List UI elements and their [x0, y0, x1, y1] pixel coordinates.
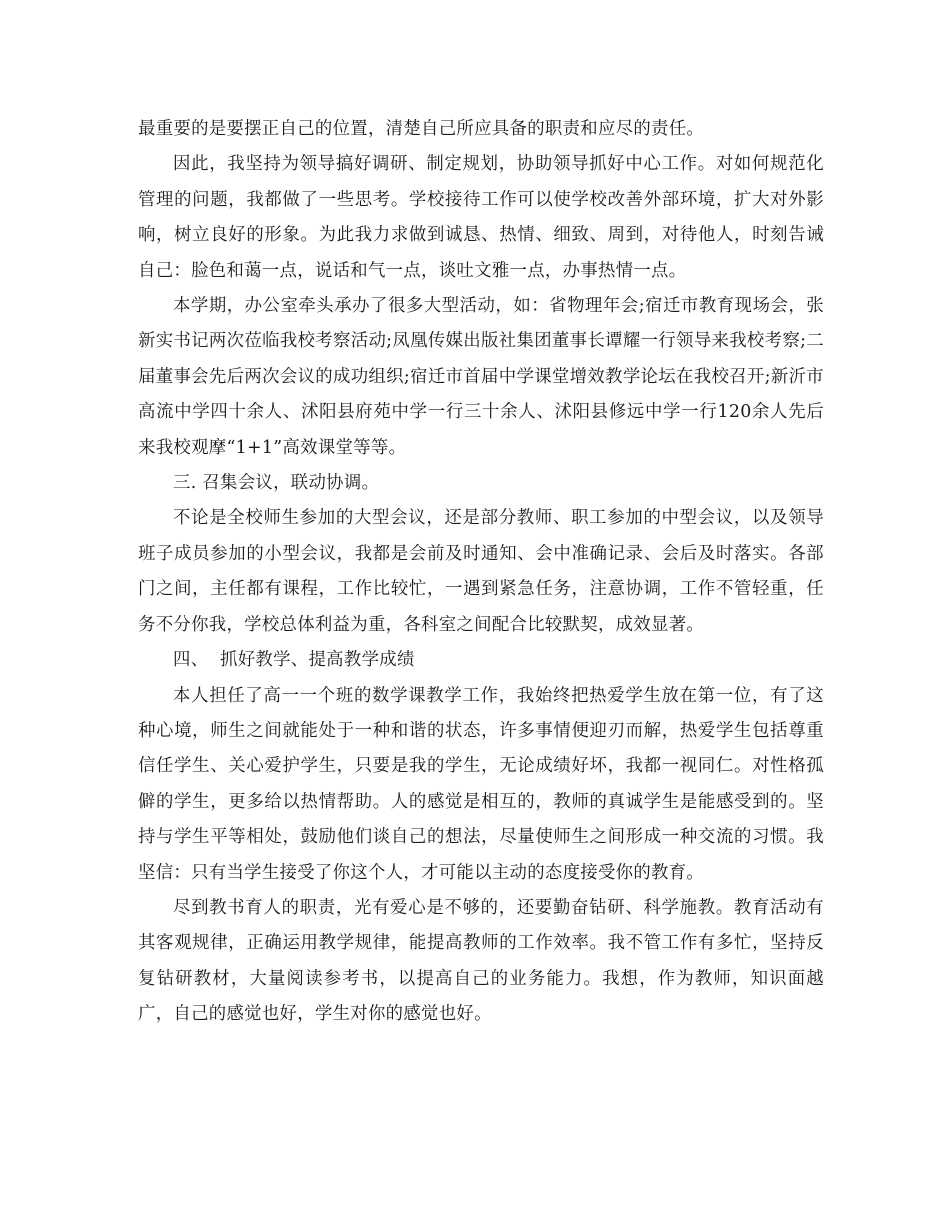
paragraph-teaching-study: 尽到教书育人的职责，光有爱心是不够的，还要勤奋钻研、科学施教。教育活动有其客观规律，正确运用教学规律，能提高教师的工作效率。我不管工作有多忙，坚持反复钻研教材，大量阅读参考书，以提高自己的业务能力。我想，作为教师，知识面越广，自己的感觉也好，学生对你的感觉也好。 [138, 897, 824, 1025]
paragraph-major-events: 本学期，办公室牵头承办了很多大型活动，如：省物理年会;宿迁市教育现场会，张新实书记两次莅临我校考察活动;凤凰传媒出版社集团董事长谭耀一行领导来我校考察;二届董事会先后两次会议的成功组织;宿迁市首届中学课堂增效教学论坛在我校召开;新沂市高流中学四十余人、沭阳县府苑中学一行三十余人、沭阳县修远中学一行120余人先后来我校观摩“1+1”高效课堂等等。 [138, 296, 824, 458]
section-heading-meetings: 三. 召集会议，联动协调。 [173, 473, 380, 494]
section-heading-teaching: 四、 抓好教学、提高教学成绩 [173, 650, 415, 671]
paragraph-teaching-care: 本人担任了高一一个班的数学课教学工作，我始终把热爱学生放在第一位，有了这种心境，师生之间就能处于一种和谐的状态，许多事情便迎刃而解，热爱学生包括尊重信任学生、关心爱护学生，只要是我的学生，无论成绩好坏，我都一视同仁。对性格孤僻的学生，更多给以热情帮助。人的感觉是相互的，教师的真诚学生是能感受到的。坚持与学生平等相处，鼓励他们谈自己的想法，尽量使师生之间形成一种交流的习惯。我坚信：只有当学生接受了你这个人，才可能以主动的态度接受你的教育。 [138, 685, 824, 883]
paragraph-continuation: 最重要的是要摆正自己的位置，清楚自己所应具备的职责和应尽的责任。 [138, 119, 705, 139]
document-body [138, 112, 824, 1033]
paragraph-meetings: 不论是全校师生参加的大型会议，还是部分教师、职工参加的中型会议，以及领导班子成员参加的小型会议，我都是会前及时通知、会中准确记录、会后及时落实。各部门之间，主任都有课程，工作比较忙，一遇到紧急任务，注意协调，工作不管轻重，任务不分你我，学校总体利益为重，各科室之间配合比较默契，成效显著。 [138, 508, 824, 635]
paragraph-reception-work: 因此，我坚持为领导搞好调研、制定规划，协助领导抓好中心工作。对如何规范化管理的问题，我都做了一些思考。学校接待工作可以使学校改善外部环境，扩大对外影响，树立良好的形象。为此我力求做到诚恳、热情、细致、周到，对待他人，时刻告诫自己：脸色和蔼一点，说话和气一点，谈吐文雅一点，办事热情一点。 [138, 154, 824, 281]
